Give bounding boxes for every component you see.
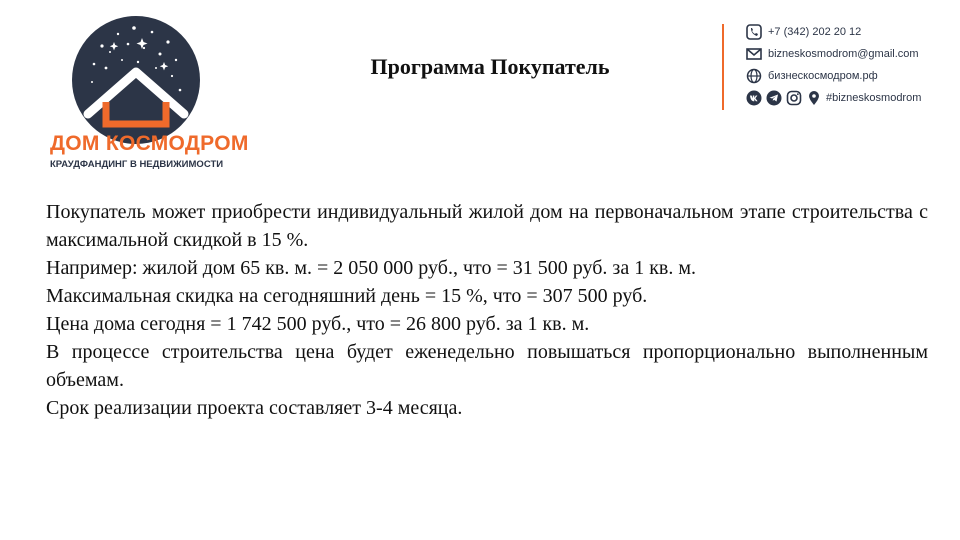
company-logo (40, 14, 249, 174)
paragraph-offer: Покупатель может приобрести индивидуальный жилой дом на первоначальном этапе строительства с максимальной скидкой в 15 %. (46, 201, 928, 251)
contact-website[interactable] (746, 66, 878, 86)
vk-icon[interactable] (746, 90, 762, 106)
paragraph-current-price: Цена дома сегодня = 1 742 500 руб., что = 26 800 руб. за 1 кв. м. (46, 313, 590, 335)
paragraph-example: Например: жилой дом 65 кв. м. = 2 050 000 руб., что = 31 500 руб. за 1 кв. м. (46, 257, 697, 279)
brand-tagline: КРАУДФАНДИНГ В НЕДВИЖИМОСТИ (50, 159, 224, 170)
contact-social-handle: #bizneskosmodrom (826, 92, 922, 104)
phone-icon (746, 24, 762, 40)
globe-icon (746, 68, 762, 84)
contacts-divider (722, 24, 724, 110)
contact-email[interactable] (746, 44, 919, 64)
contact-phone[interactable] (746, 22, 861, 42)
page-title: Программа Покупатель (370, 54, 610, 79)
contact-phone-text: +7 (342) 202 20 12 (768, 26, 862, 38)
contacts-block (722, 20, 952, 120)
brand-name: ДОМ КОСМОДРОМ (50, 132, 249, 155)
house-with-stars-icon (72, 16, 200, 144)
contact-website-text: бизнескосмодром.рф (768, 70, 878, 82)
telegram-icon[interactable] (766, 90, 782, 106)
paragraph-term: Срок реализации проекта составляет 3-4 месяца. (46, 397, 463, 419)
contact-social[interactable] (746, 88, 921, 108)
contact-email-text: bizneskosmodrom@gmail.com (768, 48, 919, 60)
mail-icon (746, 46, 762, 62)
instagram-icon[interactable] (786, 90, 802, 106)
location-icon[interactable] (806, 90, 822, 106)
paragraph-discount: Максимальная скидка на сегодняшний день = 15 %, что = 307 500 руб. (46, 285, 648, 307)
program-description (46, 198, 928, 422)
paragraph-price-growth: В процессе строительства цена будет еженедельно повышаться пропорционально выполненным объемам. (46, 341, 928, 391)
